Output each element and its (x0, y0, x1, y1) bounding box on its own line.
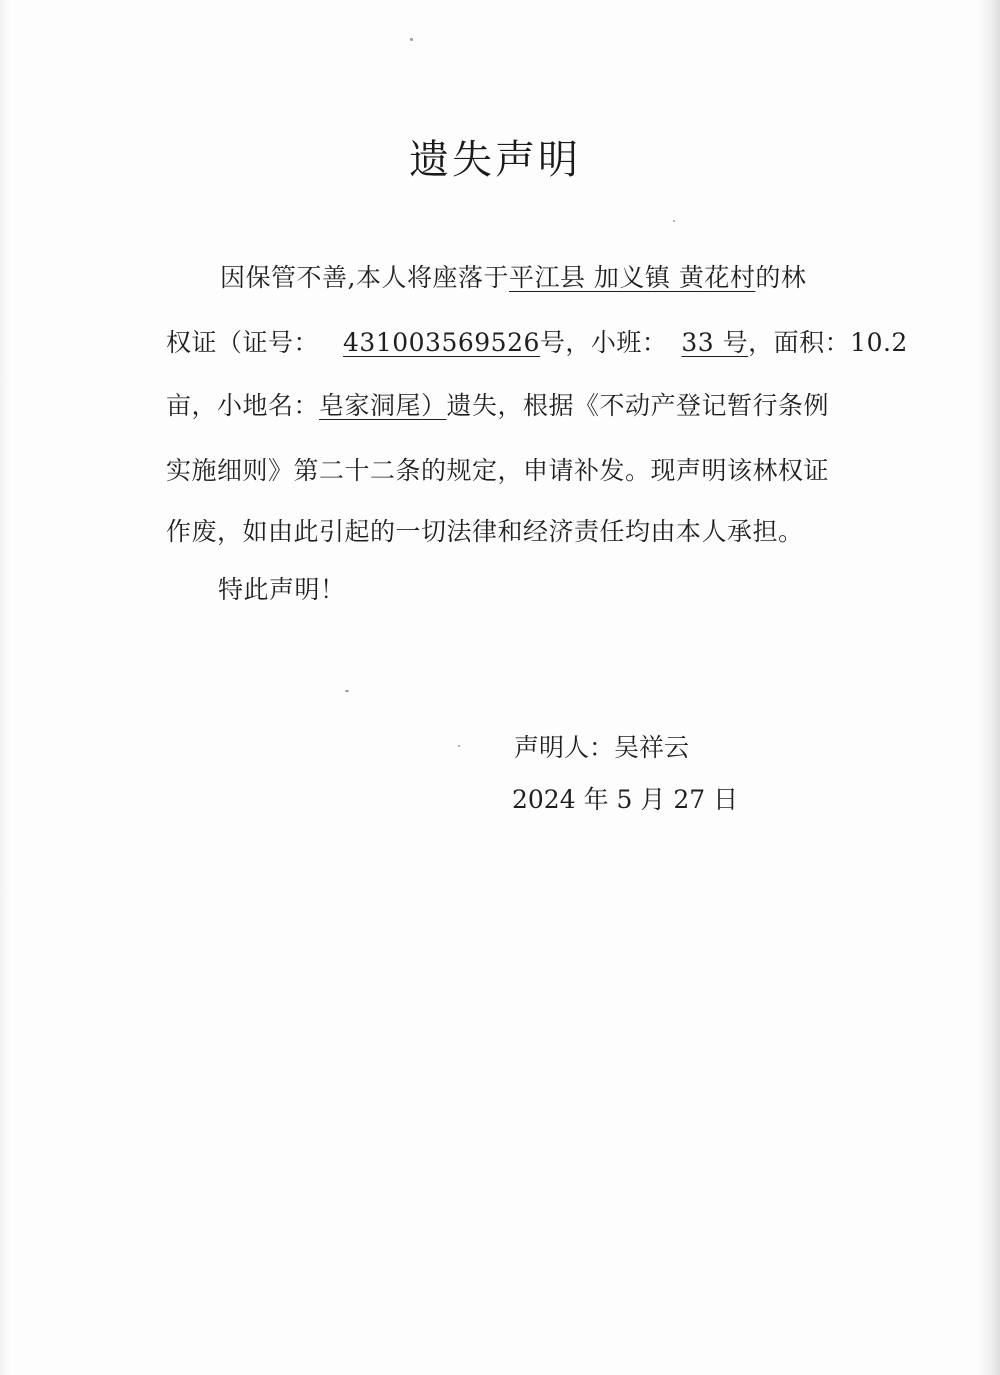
closing-statement: 特此声明！ (218, 575, 346, 604)
line2-tail: ，面积：10.2 (748, 328, 908, 357)
paragraph-line-2 (166, 323, 908, 359)
line2-lead: 权证（证号： (166, 328, 320, 357)
paragraph-line-4: 实施细则》第二十二条的规定，申请补发。现声明该林权证 (166, 456, 830, 485)
paragraph-line-1 (220, 258, 806, 294)
line3-lead: 亩，小地名： (166, 391, 320, 420)
declaration-date: 2024 年 5 月 27 日 (512, 785, 739, 814)
scan-speck (410, 38, 413, 41)
paragraph-line-5: 作废，如由此引起的一切法律和经济责任均由本人承担。 (166, 517, 804, 546)
scan-speck (458, 745, 460, 747)
place-name: 皂家洞尾） (319, 391, 447, 420)
line2-mid: 号，小班： (539, 328, 668, 357)
scan-left-edge-shadow (0, 0, 10, 1375)
line3-tail: 遗失，根据《不动产登记暂行条例 (446, 391, 830, 420)
scan-speck (673, 220, 675, 222)
location-underlined: 平江县 加义镇 黄花村 (508, 263, 756, 292)
scan-speck (345, 690, 349, 692)
document-title: 遗失声明 (409, 137, 581, 183)
paragraph-line-3 (166, 386, 829, 422)
sub-class-number: 33 号 (681, 328, 749, 357)
declarant-name: 声明人：吴祥云 (514, 733, 690, 762)
scan-right-edge-shadow (978, 0, 1000, 1375)
line1-tail: 的林 (755, 263, 807, 292)
certificate-number: 431003569526 (343, 328, 540, 357)
line1-lead: 因保管不善,本人将座落于 (220, 263, 509, 292)
